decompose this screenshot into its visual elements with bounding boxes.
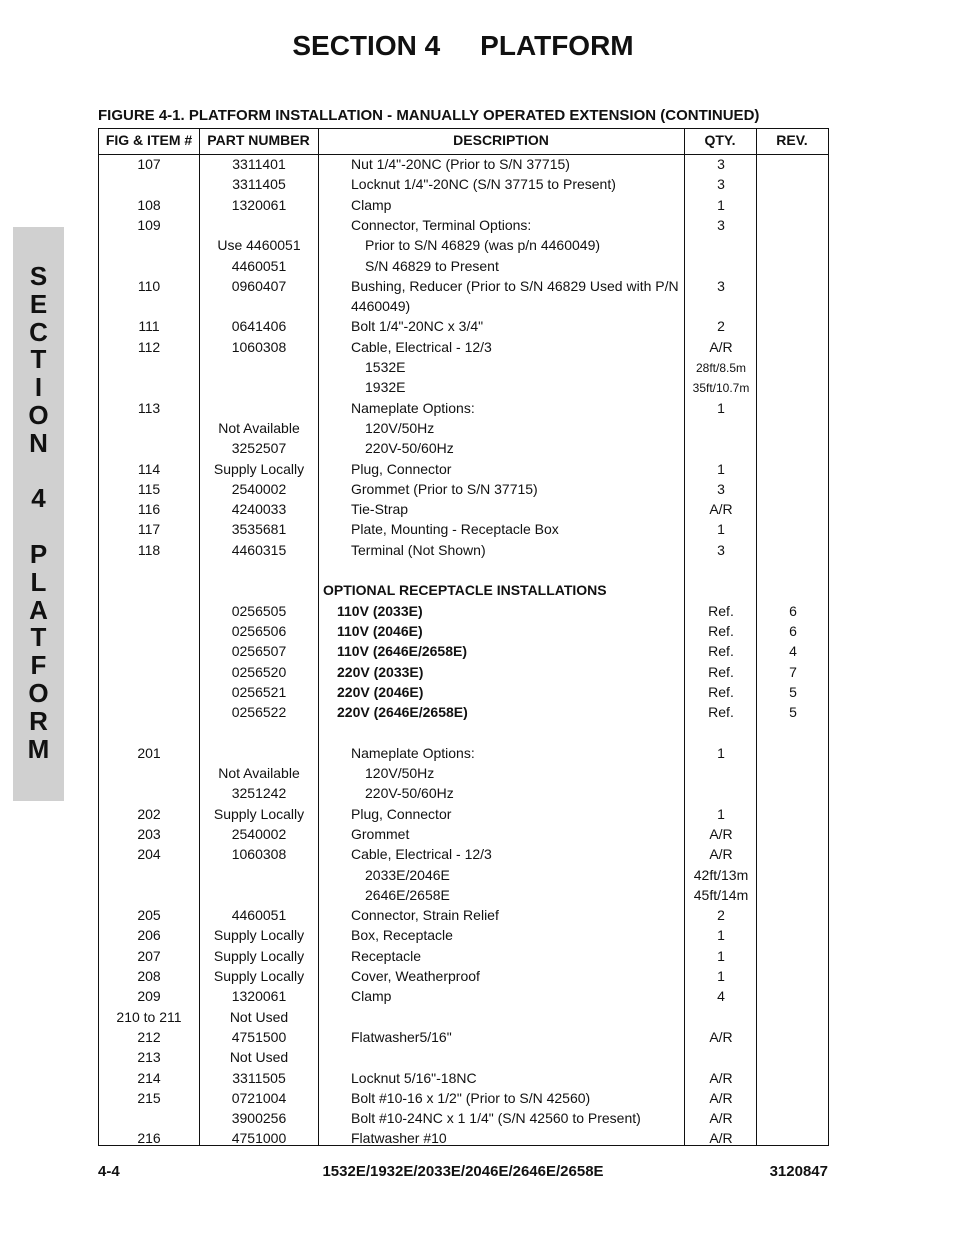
table-row [99, 783, 828, 803]
header-rev: REV. [776, 132, 808, 148]
sidebar-letter: T [30, 622, 47, 653]
table-row [99, 702, 828, 722]
table-row [99, 438, 828, 458]
table-row [99, 459, 828, 479]
description-cell: Locknut 5/16"-18NC [351, 1069, 477, 1086]
table-row [99, 235, 828, 255]
table-row [99, 1068, 828, 1088]
table-row [99, 296, 828, 316]
qty-cell: Ref. [708, 602, 734, 619]
table-row [99, 316, 828, 336]
description-cell: Box, Receptacle [351, 927, 453, 944]
part-number-cell: 0256521 [231, 683, 287, 700]
part-number-cell: 4240033 [231, 501, 287, 518]
table-row [99, 276, 828, 296]
qty-cell: 3 [717, 480, 725, 497]
table-row [99, 357, 828, 377]
part-number-cell: Supply Locally [213, 460, 305, 477]
description-cell: Bolt #10-16 x 1/2" (Prior to S/N 42560) [351, 1089, 591, 1106]
description-cell: Grommet [351, 825, 410, 842]
qty-cell: 35ft/10.7m [692, 381, 750, 396]
table-row [99, 743, 828, 763]
model-list: 1532E/1932E/2033E/2046E/2646E/2658E [322, 1163, 604, 1180]
table-row [99, 540, 828, 560]
table-row [99, 682, 828, 702]
qty-cell: 1 [717, 399, 725, 416]
part-number-cell: Supply Locally [213, 968, 305, 984]
header-description: DESCRIPTION [453, 132, 549, 148]
part-number-cell: Not Available [218, 765, 300, 781]
description-cell: Terminal (Not Shown) [351, 541, 486, 558]
part-number-cell: Use 4460051 [217, 237, 301, 254]
qty-cell: 28ft/8.5m [695, 361, 747, 375]
description-cell: Nameplate Options: [351, 744, 475, 761]
description-cell: Bolt #10-24NC x 1 1/4" (S/N 42560 to Present) [351, 1110, 641, 1127]
sidebar-vertical-text [13, 263, 64, 763]
qty-cell: Ref. [708, 622, 734, 639]
sidebar-letter: M [27, 733, 50, 764]
table-row [99, 844, 828, 864]
table-row [99, 1088, 828, 1108]
item-cell: 210 to 211 [116, 1008, 182, 1025]
table-row [99, 763, 828, 783]
item-cell: 209 [137, 988, 161, 1005]
description-cell: 220V (2646E/2658E) [337, 704, 468, 721]
description-cell: 120V/50Hz [365, 765, 435, 781]
description-cell: Tie-Strap [351, 501, 409, 518]
part-number-cell: 4460315 [231, 541, 287, 558]
page-number: 4-4 [98, 1163, 120, 1180]
table-row [99, 804, 828, 824]
sidebar-letter: N [29, 427, 48, 458]
part-number-cell: 3252507 [231, 440, 287, 457]
table-row [99, 865, 828, 885]
table-row [99, 722, 828, 742]
table-row [99, 418, 828, 438]
item-cell: 206 [137, 927, 161, 944]
description-cell: 120V/50Hz [365, 419, 435, 436]
description-cell: Grommet (Prior to S/N 37715) [351, 480, 538, 497]
part-number-cell: 3251242 [231, 785, 287, 802]
item-cell: 203 [137, 825, 161, 842]
qty-cell: A/R [709, 501, 733, 518]
header-item: FIG & ITEM # [105, 132, 193, 148]
part-number-cell: 4751000 [231, 1130, 287, 1147]
part-number-cell: 3311401 [232, 156, 286, 172]
table-row [99, 1007, 828, 1027]
qty-cell: 3 [717, 277, 725, 294]
qty-cell: A/R [709, 1069, 733, 1086]
table-row [99, 499, 828, 519]
item-cell: 202 [137, 805, 161, 822]
qty-cell: 2 [717, 318, 725, 335]
section-number: SECTION 4 [292, 30, 441, 61]
sidebar-letter: C [29, 316, 48, 347]
description-cell: 220V (2046E) [337, 683, 424, 700]
table-row [99, 174, 828, 194]
part-number-cell: 0960407 [231, 277, 287, 294]
item-cell: 201 [137, 744, 161, 761]
sidebar-letter: P [29, 538, 48, 569]
qty-cell: Ref. [708, 704, 734, 721]
description-cell: Connector, Strain Relief [351, 907, 499, 924]
sidebar-letter: L [30, 566, 47, 597]
sidebar-letter: A [29, 594, 48, 625]
description-cell: Prior to S/N 46829 (was p/n 4460049) [365, 237, 601, 254]
description-cell: 220V-50/60Hz [365, 785, 454, 802]
description-cell: 220V-50/60Hz [365, 440, 454, 457]
table-row [99, 256, 828, 276]
item-cell: 114 [137, 460, 161, 477]
item-cell: 212 [137, 1028, 161, 1045]
description-cell: Locknut 1/4"-20NC (S/N 37715 to Present) [351, 176, 616, 193]
table-row [99, 1027, 828, 1047]
description-cell: Receptacle [351, 947, 422, 964]
description-cell: Connector, Terminal Options: [351, 216, 532, 233]
part-number-cell: 4460051 [231, 907, 287, 924]
qty-cell: A/R [709, 1110, 733, 1127]
item-cell: 208 [137, 968, 161, 984]
table-row [99, 662, 828, 682]
table-row [99, 905, 828, 925]
item-cell: 111 [138, 318, 160, 335]
part-number-cell: 3311505 [232, 1069, 286, 1086]
table-row [99, 377, 828, 397]
description-cell: 1932E [365, 379, 406, 396]
table-row [99, 154, 828, 174]
table-row [99, 601, 828, 621]
part-number-cell: 0256520 [231, 663, 287, 680]
description-cell: 4460049) [351, 298, 411, 315]
table-row [99, 580, 828, 600]
qty-cell: 1 [717, 460, 725, 477]
item-cell: 214 [137, 1069, 161, 1086]
qty-cell: A/R [709, 1130, 733, 1147]
table-row [99, 519, 828, 539]
section-sidebar-tab [13, 227, 64, 801]
qty-cell: 1 [717, 947, 725, 964]
qty-cell: 3 [717, 176, 725, 193]
qty-cell: 42ft/13m [693, 866, 749, 883]
description-cell: Flatwasher #10 [351, 1130, 447, 1147]
part-number-cell: Not Used [229, 1008, 289, 1025]
qty-cell: A/R [709, 1089, 733, 1106]
description-cell: 110V (2046E) [337, 622, 423, 639]
sidebar-letter: 4 [31, 483, 46, 514]
item-cell: 215 [137, 1089, 161, 1106]
item-cell: 110 [137, 277, 161, 294]
header-qty: QTY. [704, 132, 736, 148]
rev-cell: 4 [789, 643, 797, 660]
qty-cell: 4 [717, 988, 725, 1005]
item-cell: 216 [137, 1130, 161, 1147]
rev-cell: 5 [789, 704, 797, 721]
item-cell: 108 [137, 196, 161, 213]
rev-cell: 6 [789, 602, 797, 619]
description-cell: 110V (2033E) [337, 602, 423, 619]
document-number: 3120847 [769, 1163, 828, 1180]
description-cell: Cable, Electrical - 12/3 [351, 338, 492, 355]
sidebar-letter: O [28, 399, 49, 430]
description-cell: 1532E [365, 359, 406, 375]
sidebar-letter: E [29, 288, 48, 319]
description-cell: Plug, Connector [351, 460, 452, 477]
part-number-cell: Supply Locally [213, 947, 305, 964]
table-row [99, 215, 828, 235]
part-number-cell: 3900256 [231, 1110, 287, 1127]
part-number-cell: Supply Locally [213, 805, 305, 822]
sidebar-letter: R [29, 705, 48, 736]
part-number-cell: 0256505 [231, 602, 287, 619]
part-number-cell: 1060308 [231, 846, 287, 863]
table-row [99, 824, 828, 844]
item-cell: 213 [137, 1049, 161, 1066]
part-number-cell: 0721004 [231, 1089, 287, 1106]
description-cell: Flatwasher5/16" [351, 1028, 452, 1045]
part-number-cell: 0256506 [231, 622, 287, 639]
section-name: PLATFORM [480, 30, 634, 61]
item-cell: 112 [137, 338, 161, 355]
page-title [0, 30, 926, 62]
item-cell: 118 [137, 541, 161, 558]
qty-cell: 1 [717, 744, 725, 761]
description-cell: Bushing, Reducer (Prior to S/N 46829 Used with P/N [351, 277, 679, 294]
rev-cell: 7 [789, 663, 797, 680]
part-number-cell: 1320061 [231, 196, 287, 213]
sidebar-letter: O [28, 677, 49, 708]
part-number-cell: 0641406 [231, 318, 287, 335]
item-cell: 204 [137, 846, 161, 863]
table-row [99, 1108, 828, 1128]
description-cell: Clamp [351, 988, 392, 1005]
description-cell: Clamp [351, 196, 392, 213]
qty-cell: 1 [717, 196, 725, 213]
qty-cell: 3 [717, 541, 725, 558]
table-row [99, 641, 828, 661]
sidebar-letter: F [30, 650, 47, 681]
item-cell: 109 [137, 216, 161, 233]
qty-cell: 1 [717, 805, 725, 822]
parts-table [98, 128, 829, 1146]
part-number-cell: Supply Locally [213, 927, 305, 944]
item-cell: 115 [137, 480, 161, 497]
qty-cell: 2 [717, 907, 725, 924]
table-row [99, 195, 828, 215]
qty-cell: A/R [709, 338, 733, 355]
item-cell: 116 [137, 501, 161, 518]
description-cell: Nameplate Options: [351, 399, 475, 416]
description-cell: Plug, Connector [351, 805, 452, 822]
description-cell: OPTIONAL RECEPTACLE INSTALLATIONS [323, 582, 607, 599]
item-cell: 107 [137, 156, 161, 172]
part-number-cell: 0256522 [231, 704, 287, 721]
table-row [99, 1128, 828, 1148]
qty-cell: 3 [717, 216, 725, 233]
qty-cell: A/R [709, 846, 733, 863]
part-number-cell: 0256507 [231, 643, 287, 660]
table-row [99, 885, 828, 905]
table-row [99, 621, 828, 641]
description-cell: 2033E/2046E [365, 866, 450, 883]
table-row [99, 925, 828, 945]
qty-cell: Ref. [708, 683, 734, 700]
table-row [99, 398, 828, 418]
item-cell: 207 [137, 947, 161, 964]
part-number-cell: 1060308 [231, 338, 287, 355]
sidebar-letter: S [29, 261, 48, 291]
table-row [99, 337, 828, 357]
part-number-cell: 2540002 [231, 825, 287, 842]
part-number-cell: 4460051 [231, 257, 287, 274]
part-number-cell: 1320061 [231, 988, 287, 1005]
description-cell: 220V (2033E) [337, 663, 424, 680]
part-number-cell: 4751500 [231, 1028, 287, 1045]
description-cell: 110V (2646E/2658E) [337, 643, 467, 660]
description-cell: 2646E/2658E [365, 886, 450, 903]
part-number-cell: 3311405 [232, 176, 286, 193]
qty-cell: 1 [717, 927, 725, 944]
sidebar-letter: T [30, 344, 47, 375]
figure-title: FIGURE 4-1. PLATFORM INSTALLATION - MANUALLY OPERATED EXTENSION (CONTINUED) [98, 107, 760, 124]
table-row [99, 966, 828, 986]
item-cell: 117 [137, 521, 161, 538]
description-cell: Nut 1/4"-20NC (Prior to S/N 37715) [351, 156, 570, 172]
rev-cell: 6 [789, 622, 797, 639]
part-number-cell: Not Used [229, 1049, 289, 1066]
part-number-cell: Not Available [218, 419, 300, 436]
qty-cell: 3 [717, 156, 725, 172]
qty-cell: A/R [709, 1028, 733, 1045]
table-row [99, 986, 828, 1006]
table-row [99, 479, 828, 499]
part-number-cell: 3535681 [231, 521, 287, 538]
description-cell: Cover, Weatherproof [351, 968, 480, 984]
sidebar-letter [13, 458, 64, 486]
sidebar-letter: I [34, 372, 43, 403]
qty-cell: 1 [717, 968, 725, 984]
qty-cell: Ref. [708, 663, 734, 680]
description-cell: Cable, Electrical - 12/3 [351, 846, 492, 863]
item-cell: 113 [137, 399, 161, 416]
rev-cell: 5 [789, 683, 797, 700]
header-part-number: PART NUMBER [207, 132, 310, 148]
description-cell: Bolt 1/4"-20NC x 3/4" [351, 318, 484, 335]
qty-cell: 45ft/14m [693, 886, 749, 903]
description-cell: S/N 46829 to Present [365, 257, 499, 274]
qty-cell: 1 [717, 521, 725, 538]
qty-cell: A/R [709, 825, 733, 842]
table-row [99, 1047, 828, 1067]
part-number-cell: 2540002 [231, 480, 287, 497]
description-cell: Plate, Mounting - Receptacle Box [351, 521, 559, 538]
sidebar-letter [13, 513, 64, 541]
qty-cell: Ref. [708, 643, 734, 660]
item-cell: 205 [137, 907, 161, 924]
table-row [99, 946, 828, 966]
table-row [99, 560, 828, 580]
